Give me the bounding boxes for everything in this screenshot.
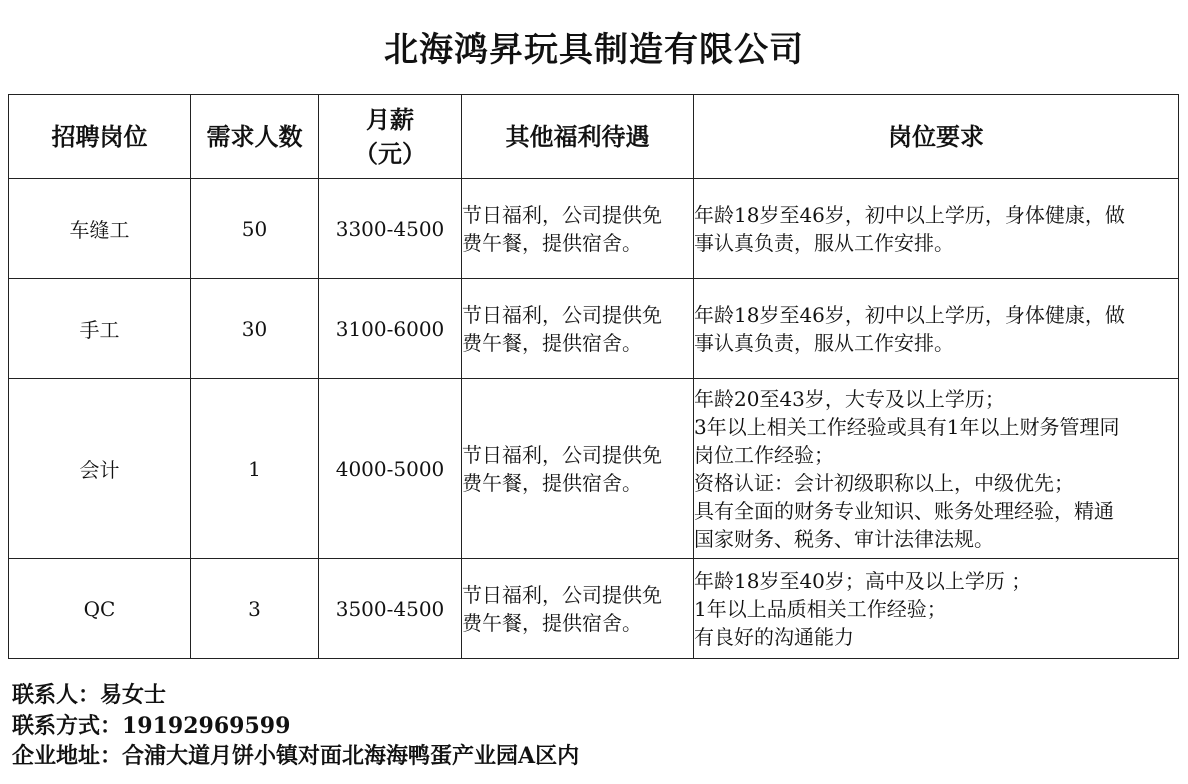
cell-benefits bbox=[462, 279, 694, 379]
cell-salary: 3100-6000 bbox=[319, 279, 462, 379]
requirement-line: 国家财务、税务、审计法律法规。 bbox=[694, 526, 994, 551]
benefit-line: 节日福利，公司提供免 bbox=[462, 202, 662, 227]
benefit-line: 节日福利，公司提供免 bbox=[462, 442, 662, 467]
header-count: 需求人数 bbox=[191, 95, 319, 179]
cell-count: 3 bbox=[191, 559, 319, 659]
cell-requirements bbox=[694, 559, 1179, 659]
requirement-line: 3年以上相关工作经验或具有1年以上财务管理同 bbox=[694, 414, 1120, 439]
requirement-line: 年龄18岁至46岁，初中以上学历，身体健康，做 bbox=[694, 302, 1125, 327]
requirement-line: 岗位工作经验； bbox=[694, 442, 834, 467]
cell-count: 30 bbox=[191, 279, 319, 379]
table-row bbox=[9, 379, 1179, 559]
benefit-line: 费午餐，提供宿舍。 bbox=[462, 470, 642, 495]
benefit-line: 节日福利，公司提供免 bbox=[462, 302, 662, 327]
table-header-row bbox=[9, 95, 1179, 179]
company-address: 企业地址：合浦大道月饼小镇对面北海海鸭蛋产业园A区内 bbox=[12, 743, 580, 769]
benefit-line: 费午餐，提供宿舍。 bbox=[462, 230, 642, 255]
requirement-line: 1年以上品质相关工作经验； bbox=[694, 596, 947, 621]
company-title: 北海鸿昇玩具制造有限公司 bbox=[384, 30, 804, 70]
cell-position: 手工 bbox=[9, 279, 191, 379]
cell-requirements bbox=[694, 179, 1179, 279]
cell-requirements bbox=[694, 379, 1179, 559]
cell-count: 1 bbox=[191, 379, 319, 559]
benefit-line: 费午餐，提供宿舍。 bbox=[462, 330, 642, 355]
cell-requirements bbox=[694, 279, 1179, 379]
benefit-line: 费午餐，提供宿舍。 bbox=[462, 610, 642, 635]
cell-salary: 3500-4500 bbox=[319, 559, 462, 659]
requirement-line: 事认真负责，服从工作安排。 bbox=[694, 330, 954, 355]
cell-position: QC bbox=[9, 559, 191, 659]
requirement-line: 年龄18岁至46岁，初中以上学历，身体健康，做 bbox=[694, 202, 1125, 227]
requirement-line: 有良好的沟通能力 bbox=[694, 624, 854, 649]
cell-position: 会计 bbox=[9, 379, 191, 559]
cell-salary: 4000-5000 bbox=[319, 379, 462, 559]
cell-salary: 3300-4500 bbox=[319, 179, 462, 279]
table-row bbox=[9, 179, 1179, 279]
table-row bbox=[9, 559, 1179, 659]
cell-count: 50 bbox=[191, 179, 319, 279]
table-row bbox=[9, 279, 1179, 379]
cell-position: 车缝工 bbox=[9, 179, 191, 279]
contact-person: 联系人：易女士 bbox=[12, 682, 167, 708]
requirement-line: 资格认证：会计初级职称以上，中级优先； bbox=[694, 470, 1074, 495]
requirement-line: 年龄20至43岁，大专及以上学历； bbox=[694, 386, 1005, 411]
requirement-line: 事认真负责，服从工作安排。 bbox=[694, 230, 954, 255]
header-requirements: 岗位要求 bbox=[694, 95, 1179, 179]
benefit-line: 节日福利，公司提供免 bbox=[462, 582, 662, 607]
header-benefits: 其他福利待遇 bbox=[462, 95, 694, 179]
header-salary: 月薪 （元） bbox=[319, 95, 462, 179]
cell-benefits bbox=[462, 559, 694, 659]
requirement-line: 具有全面的财务专业知识、账务处理经验，精通 bbox=[694, 498, 1114, 523]
recruitment-table bbox=[8, 94, 1179, 659]
cell-benefits bbox=[462, 179, 694, 279]
cell-benefits bbox=[462, 379, 694, 559]
contact-phone: 联系方式：19192969599 bbox=[12, 713, 291, 739]
header-position: 招聘岗位 bbox=[9, 95, 191, 179]
requirement-line: 年龄18岁至40岁；高中及以上学历 ； bbox=[694, 568, 1032, 593]
